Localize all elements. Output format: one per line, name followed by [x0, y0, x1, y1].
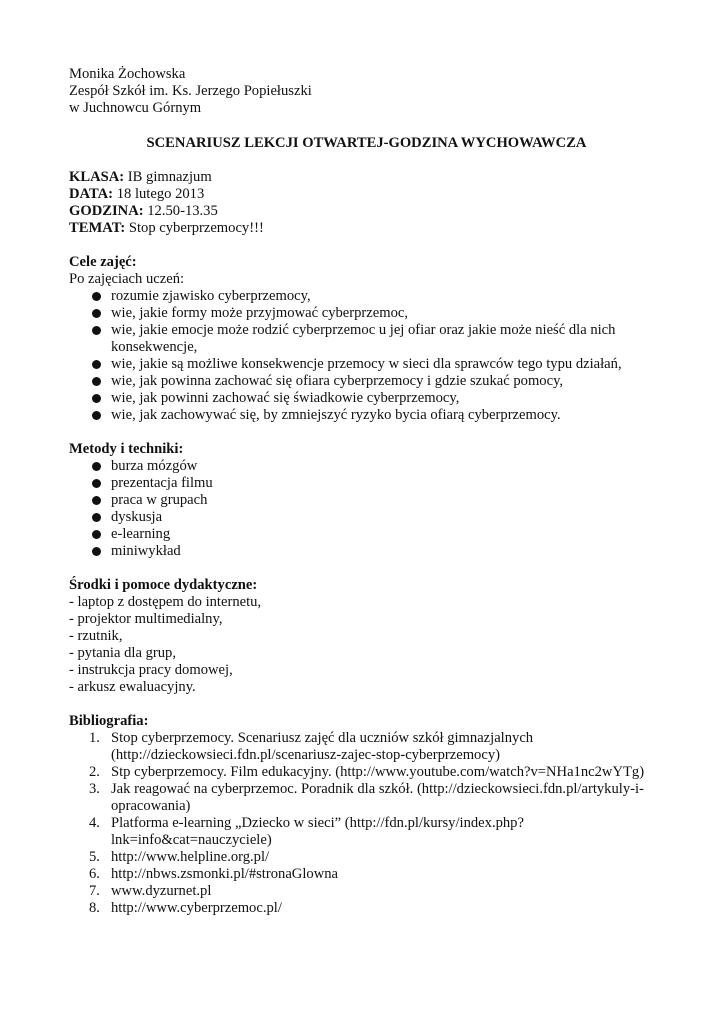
method-text: burza mózgów	[111, 458, 198, 474]
list-item	[69, 492, 664, 509]
klasa-row	[69, 169, 664, 186]
list-item: - projektor multimedialny,	[69, 611, 223, 627]
bullet-icon	[92, 479, 101, 488]
goals-heading: Cele zajęć:	[69, 254, 137, 270]
data-row	[69, 186, 664, 203]
goal-text: wie, jakie formy może przyjmować cyberprzemoc,	[111, 305, 409, 321]
bullet-icon	[92, 377, 101, 386]
list-item	[69, 900, 664, 917]
item-number: 1.	[89, 730, 100, 746]
bibliography-text: Jak reagować na cyberprzemoc. Poradnik dla szkół. (http://dzieckowsieci.fdn.pl/artykuly-i-	[111, 781, 644, 797]
list-item	[69, 526, 664, 543]
klasa-value: IB gimnazjum	[124, 169, 212, 185]
bullet-icon	[92, 513, 101, 522]
bibliography-text: Platforma e-learning „Dziecko w sieci” (http://fdn.pl/kursy/index.php?	[111, 815, 524, 831]
bibliography-text: Stp cyberprzemocy. Film edukacyjny. (http://www.youtube.com/watch?v=NHa1nc2wYTg)	[111, 764, 645, 780]
list-item	[69, 543, 664, 560]
bullet-icon	[92, 292, 101, 301]
document-title: SCENARIUSZ LEKCJI OTWARTEJ-GODZINA WYCHOWAWCZA	[146, 135, 587, 151]
klasa-label: KLASA:	[69, 169, 125, 185]
school-location: w Juchnowcu Górnym	[69, 100, 202, 116]
goals-section	[69, 254, 664, 424]
goal-text: wie, jakie są możliwe konsekwencje przemocy w sieci dla sprawców tego typu działań,	[111, 356, 622, 372]
goal-text: wie, jak powinni zachować się świadkowie cyberprzemocy,	[111, 390, 460, 406]
goal-text: rozumie zjawisko cyberprzemocy,	[111, 288, 311, 304]
item-number: 2.	[89, 764, 100, 780]
method-text: prezentacja filmu	[111, 475, 213, 491]
bibliography-text: Stop cyberprzemocy. Scenariusz zajęć dla uczniów szkół gimnazjalnych	[111, 730, 534, 746]
list-item: - laptop z dostępem do internetu,	[69, 594, 262, 610]
list-item	[69, 305, 664, 322]
item-number: 4.	[89, 815, 100, 831]
bullet-icon	[92, 411, 101, 420]
method-text: dyskusja	[111, 509, 163, 525]
bibliography-text: www.dyzurnet.pl	[111, 883, 212, 899]
godzina-row	[69, 203, 664, 220]
goals-intro: Po zajęciach uczeń:	[69, 271, 185, 287]
list-item	[69, 764, 664, 781]
author-name: Monika Żochowska	[69, 66, 186, 82]
bullet-icon	[92, 496, 101, 505]
list-item	[69, 509, 664, 526]
bibliography-text-continued: (http://dzieckowsieci.fdn.pl/scenariusz-zajec-stop-cyberprzemocy)	[111, 747, 500, 763]
list-item	[69, 730, 664, 764]
bullet-icon	[92, 462, 101, 471]
data-value: 18 lutego 2013	[113, 186, 205, 202]
method-text: e-learning	[111, 526, 171, 542]
bullet-icon	[92, 394, 101, 403]
goal-text: wie, jak powinna zachować się ofiara cyberprzemocy i gdzie szukać pomocy,	[111, 373, 564, 389]
list-item: - rzutnik,	[69, 628, 123, 644]
methods-heading: Metody i techniki:	[69, 441, 184, 457]
method-text: praca w grupach	[111, 492, 208, 508]
lesson-info	[69, 169, 664, 237]
bibliography-text-continued: lnk=info&cat=nauczyciele)	[111, 832, 272, 848]
bibliography-heading: Bibliografia:	[69, 713, 149, 729]
methods-list	[69, 458, 664, 560]
list-item	[69, 390, 664, 407]
list-item	[69, 815, 664, 849]
list-item	[69, 866, 664, 883]
list-item	[69, 373, 664, 390]
author-block	[69, 66, 664, 117]
list-item	[69, 849, 664, 866]
list-item	[69, 288, 664, 305]
bullet-icon	[92, 326, 101, 335]
list-item: - instrukcja pracy domowej,	[69, 662, 233, 678]
item-number: 8.	[89, 900, 100, 916]
bibliography-text: http://www.cyberprzemoc.pl/	[111, 900, 282, 916]
bibliography-text: http://www.helpline.org.pl/	[111, 849, 270, 865]
goal-text: wie, jak zachowywać się, by zmniejszyć ryzyko bycia ofiarą cyberprzemocy.	[111, 407, 561, 423]
goal-text-continued: konsekwencje,	[111, 339, 198, 355]
bibliography-section	[69, 713, 664, 917]
list-item	[69, 407, 664, 424]
bibliography-text-continued: opracowania)	[111, 798, 191, 814]
bibliography-text: http://nbws.zsmonki.pl/#stronaGlowna	[111, 866, 339, 882]
temat-row	[69, 220, 664, 237]
bullet-icon	[92, 530, 101, 539]
goal-text: wie, jakie emocje może rodzić cyberprzemoc u jej ofiar oraz jakie może nieść dla nich	[111, 322, 616, 338]
list-item: - arkusz ewaluacyjny.	[69, 679, 196, 695]
godzina-value: 12.50-13.35	[143, 203, 218, 219]
temat-label: TEMAT:	[69, 220, 126, 236]
bibliography-list	[69, 730, 664, 917]
list-item	[69, 458, 664, 475]
list-item	[69, 356, 664, 373]
bullet-icon	[92, 309, 101, 318]
temat-value: Stop cyberprzemocy!!!	[125, 220, 264, 236]
methods-section	[69, 441, 664, 560]
bullet-icon	[92, 547, 101, 556]
list-item	[69, 781, 664, 815]
item-number: 3.	[89, 781, 100, 797]
list-item	[69, 322, 664, 356]
item-number: 7.	[89, 883, 100, 899]
resources-section	[69, 577, 664, 696]
school-name: Zespół Szkół im. Ks. Jerzego Popiełuszki	[69, 83, 312, 99]
resources-heading: Środki i pomoce dydaktyczne:	[69, 577, 258, 593]
bullet-icon	[92, 360, 101, 369]
list-item: - pytania dla grup,	[69, 645, 176, 661]
method-text: miniwykład	[111, 543, 181, 559]
list-item	[69, 475, 664, 492]
item-number: 5.	[89, 849, 100, 865]
data-label: DATA:	[69, 186, 114, 202]
godzina-label: GODZINA:	[69, 203, 144, 219]
item-number: 6.	[89, 866, 100, 882]
goals-list	[69, 288, 664, 424]
list-item	[69, 883, 664, 900]
